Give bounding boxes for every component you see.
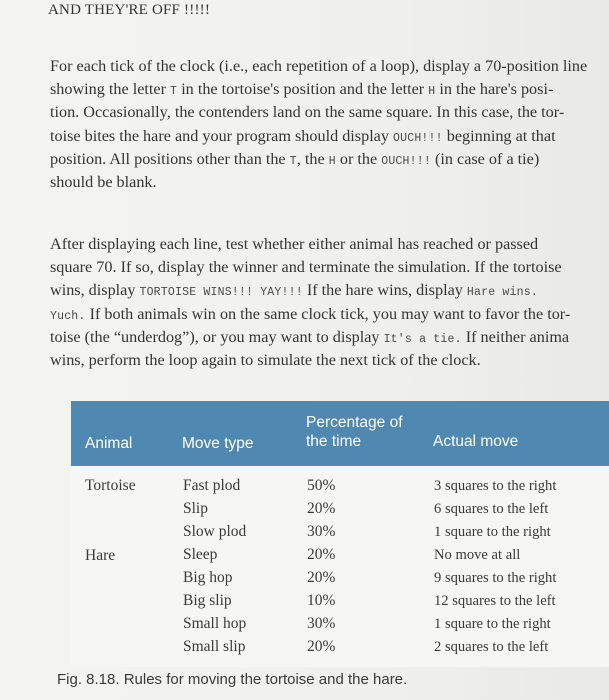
cell-animal: Tortoise (85, 477, 136, 494)
cell-move-type: Big slip (183, 592, 232, 609)
code-tortoise-wins: TORTOISE WINS!!! YAY!!! (139, 286, 303, 300)
code-its-a-tie: It's a tie. (383, 332, 462, 346)
cell-actual-move: 3 squares to the right (434, 478, 557, 494)
cell-percentage: 20% (307, 500, 336, 517)
paragraph-win-rules (50, 233, 570, 372)
figure-caption: Fig. 8.18. Rules for moving the tortoise and the hare. (57, 671, 408, 688)
header-move-type: Move type (182, 435, 254, 452)
cell-actual-move: 1 square to the right (434, 524, 551, 540)
code-ouch: OUCH!!! (393, 131, 443, 145)
text-line: position. All positions other than the T, the H or the OUCH!!! (in case of a tie) (50, 149, 540, 168)
movement-rules-table (71, 401, 609, 667)
cell-move-type: Slow plod (183, 523, 247, 540)
cell-actual-move: 6 squares to the left (434, 501, 549, 517)
code-letter-h: H (328, 154, 336, 168)
cell-percentage: 20% (307, 546, 336, 563)
cell-actual-move: 2 squares to the left (434, 639, 549, 655)
text-line: After displaying each line, test whether either animal has reached or passed (50, 235, 539, 253)
text-line: toise bites the hare and your program should display OUCH!!! beginning at that (50, 126, 556, 145)
code-yuch: Yuch. (50, 309, 86, 323)
code-letter-h: H (428, 85, 436, 99)
header-percentage: Percentage of the time (306, 414, 403, 450)
code-hare-wins: Hare wins. (466, 286, 538, 300)
cell-actual-move: No move at all (434, 547, 521, 563)
cell-percentage: 20% (307, 569, 336, 586)
text-line: wins, perform the loop again to simulate the next tick of the clock. (50, 350, 481, 369)
table-header (71, 401, 609, 466)
cell-move-type: Sleep (183, 546, 218, 563)
cell-actual-move: 9 squares to the right (434, 570, 557, 586)
cell-actual-move: 12 squares to the left (434, 593, 556, 609)
cell-animal: Hare (85, 547, 116, 564)
cell-percentage: 10% (307, 592, 336, 609)
cell-actual-move: 1 square to the right (434, 616, 551, 632)
paragraph-display-rules (50, 55, 587, 194)
cell-percentage: 30% (307, 523, 336, 540)
cell-percentage: 30% (307, 615, 336, 632)
cell-percentage: 20% (307, 638, 336, 655)
cell-move-type: Big hop (183, 569, 233, 586)
code-ouch: OUCH!!! (381, 154, 431, 168)
cell-move-type: Slip (183, 500, 208, 517)
header-actual-move: Actual move (433, 433, 519, 450)
text-line: For each tick of the clock (i.e., each repetition of a loop), display a 70-position line (50, 57, 588, 75)
text-line: Yuch. If both animals win on the same clock tick, you may want to favor the tor- (50, 304, 571, 323)
cell-move-type: Small slip (183, 638, 246, 655)
cell-move-type: Small hop (183, 615, 247, 632)
cell-percentage: 50% (307, 477, 336, 494)
text-line: showing the letter T in the tortoise's position and the letter H in the hare's posi- (50, 80, 554, 99)
header-animal: Animal (85, 435, 133, 452)
text-line: wins, display TORTOISE WINS!!! YAY!!! If the hare wins, display Hare wins. (50, 281, 538, 300)
code-letter-t: T (170, 85, 178, 99)
cell-move-type: Fast plod (183, 477, 241, 494)
text-line: tion. Occasionally, the contenders land on the same square. In this case, the tor- (50, 103, 565, 122)
code-letter-t: T (289, 154, 297, 168)
section-heading: AND THEY'RE OFF !!!!! (48, 2, 211, 18)
text-line: toise (the “underdog”), or you may want to display It's a tie. If neither anima (50, 327, 570, 346)
text-line: should be blank. (50, 172, 157, 191)
text-line: square 70. If so, display the winner and terminate the simulation. If the tortoise (50, 258, 562, 277)
